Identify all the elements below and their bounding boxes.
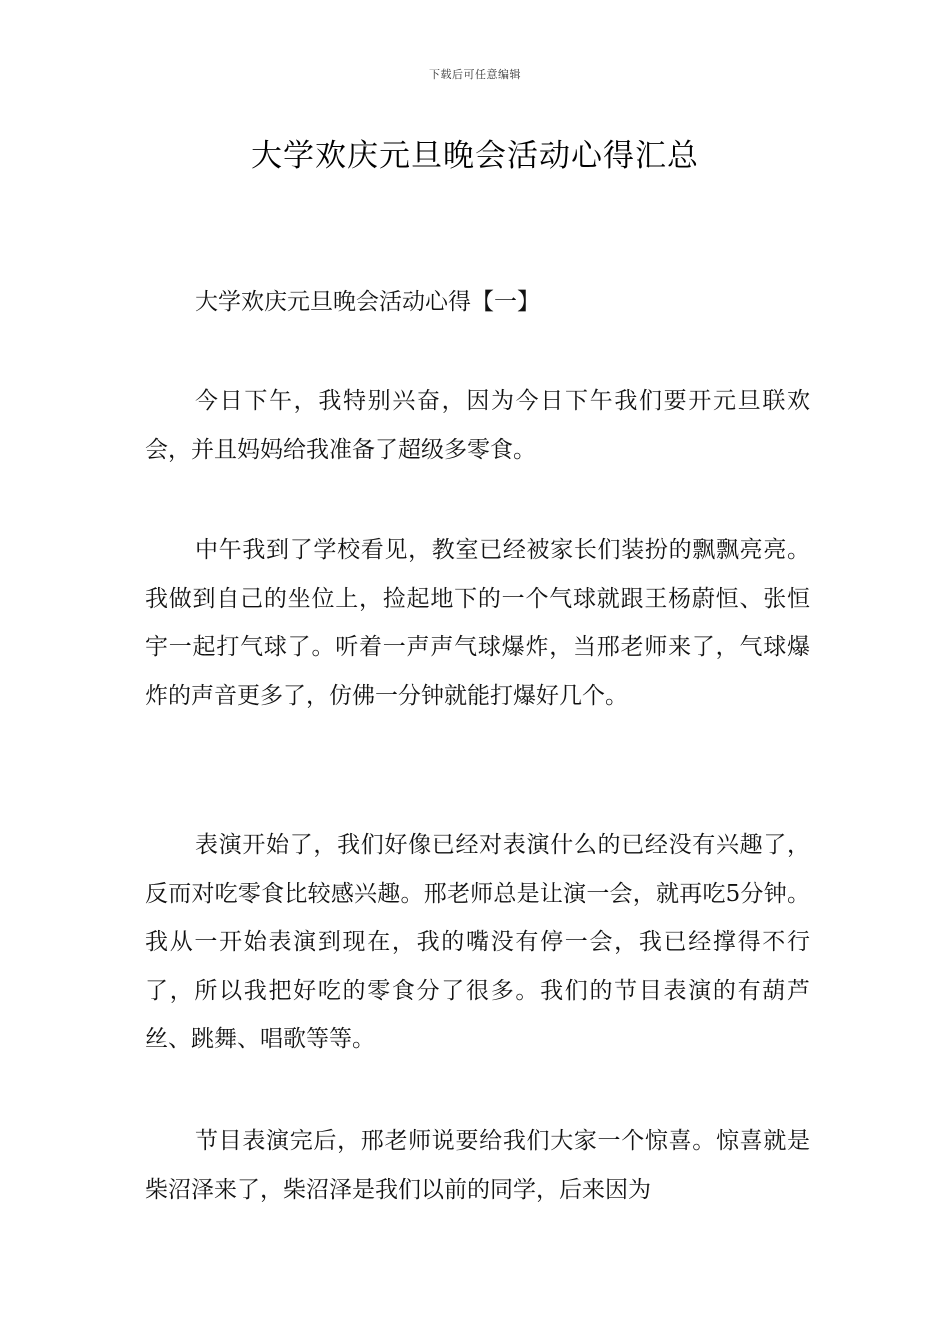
section-heading: 大学欢庆元旦晚会活动心得【一】 [195,289,540,315]
paragraph-1: 今日下午，我特别兴奋，因为今日下午我们要开元旦联欢会，并且妈妈给我准备了超级多零食。 [145,388,810,463]
header-note: 下载后可任意编辑 [429,68,521,81]
paragraph-3: 表演开始了，我们好像已经对表演什么的已经没有兴趣了，反而对吃零食比较感兴趣。邢老师总是让演一会，就再吃5分钟。我从一开始表演到现在，我的嘴没有停一会，我已经撑得不行了，所以我把好吃的零食分了很多。我们的节目表演的有葫芦丝、跳舞、唱歌等等。 [145,832,810,1052]
paragraph-4: 节目表演完后，邢老师说要给我们大家一个惊喜。惊喜就是柴沼泽来了，柴沼泽是我们以前的同学，后来因为 [145,1128,810,1203]
paragraph-2: 中午我到了学校看见，教室已经被家长们装扮的飘飘亮亮。我做到自己的坐位上，捡起地下的一个气球就跟王杨蔚恒、张恒宇一起打气球了。听着一声声气球爆炸，当邢老师来了，气球爆炸的声音更多了，仿佛一分钟就能打爆好几个。 [145,537,810,709]
document-title: 大学欢庆元旦晚会活动心得汇总 [251,138,699,174]
